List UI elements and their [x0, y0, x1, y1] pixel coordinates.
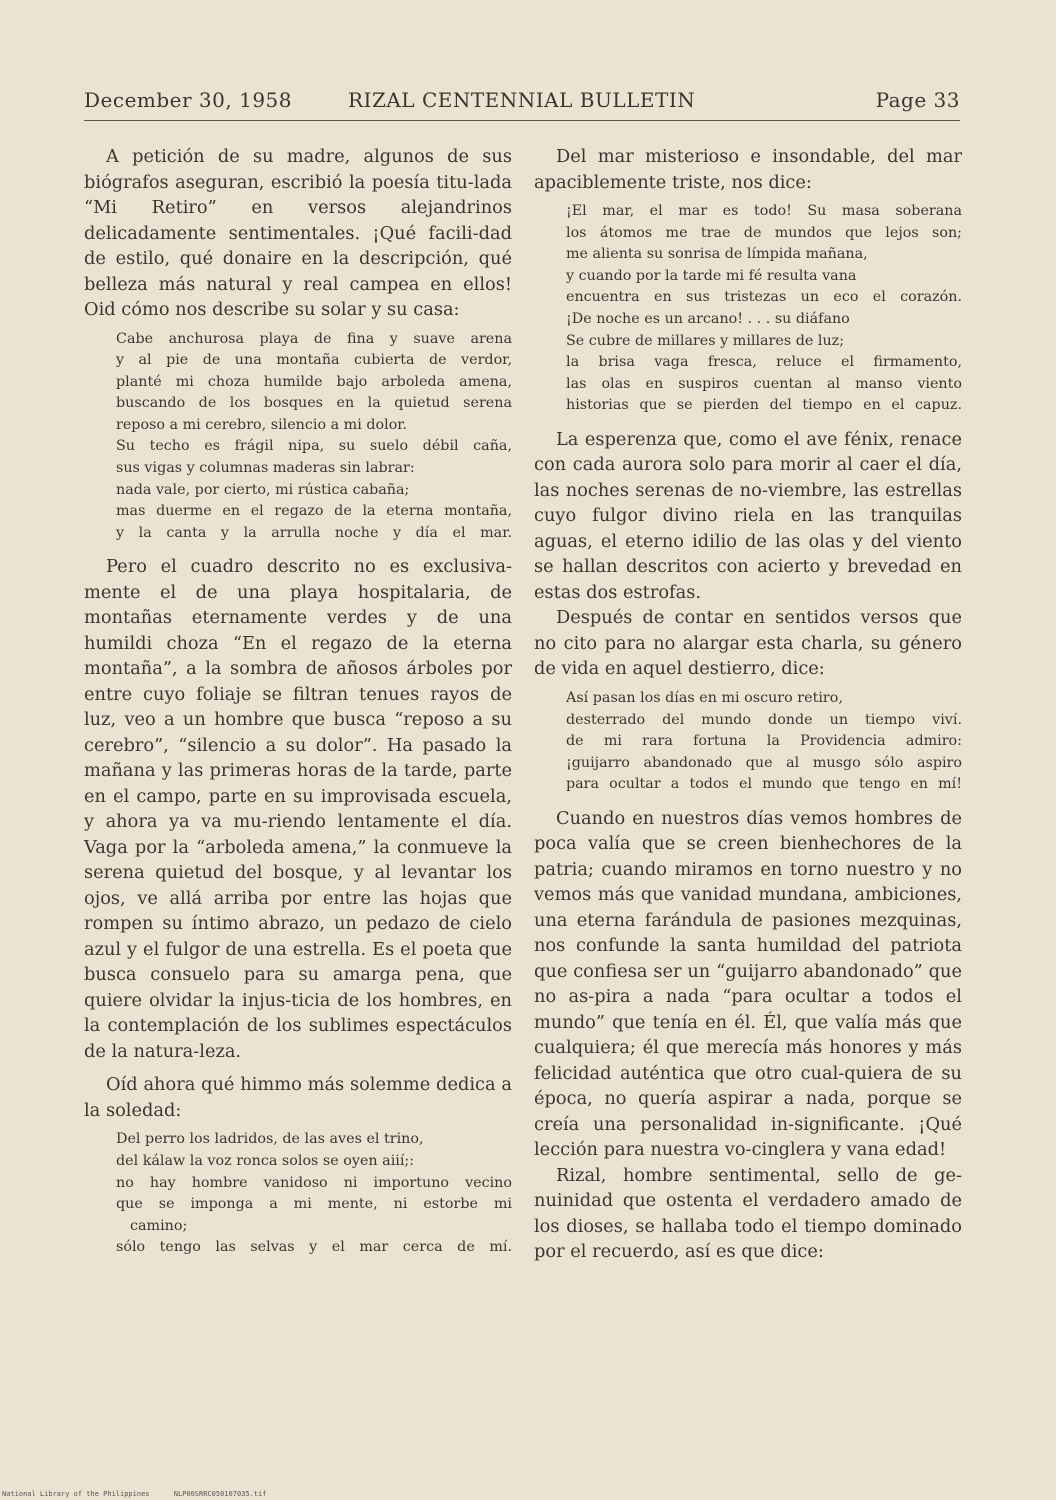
- footer-file: NLP00SRRC050107035.tif: [173, 1490, 267, 1498]
- header-title: RIZAL CENTENNIAL BULLETIN: [348, 88, 696, 112]
- verse-line: ¡guijarro abandonado que al musgo sólo aspiro: [566, 754, 962, 771]
- verse-line: ¡De noche es un arcano! . . . su diáfano: [566, 310, 850, 327]
- verse-line: reposo a mi cerebro, silencio a mi dolor.: [116, 416, 408, 433]
- verse-line: no hay hombre vanidoso ni importuno vecino: [116, 1174, 512, 1191]
- header-date: December 30, 1958: [84, 88, 292, 112]
- verse-line: sus vigas y columnas maderas sin labrar:: [116, 460, 415, 477]
- header-rule: [84, 120, 960, 121]
- verse-line: y la canta y la arrulla noche y día el mar.: [116, 524, 512, 541]
- paragraph: Después de contar en sentidos versos que no cito para no alargar esta charla, su género de vida en aquel destierro, dice:: [534, 607, 962, 680]
- page-header: [84, 88, 960, 118]
- footer-library: National Library of the Philippines: [2, 1490, 150, 1498]
- verse-line: y al pie de una montaña cubierta de verdor,: [116, 352, 512, 369]
- verse-line: camino;: [130, 1217, 188, 1234]
- paragraph: La esperenza que, como el ave fénix, renace con cada aurora solo para morir al caer el día, las noches serenas de no-viembre, las estrellas cuyo fulgor divino riela en las tranquilas aguas, el eterno idilio de las olas y del viento se hallan descritos con acierto y brevedad en estas dos estrofas.: [534, 428, 962, 603]
- verse-line: nada vale, por cierto, mi rústica cabaña;: [116, 481, 410, 498]
- header-page-number: Page 33: [875, 88, 960, 112]
- verse-line: de mi rara fortuna la Providencia admiro:: [566, 733, 962, 750]
- verse-line: sólo tengo las selvas y el mar cerca de mí.: [116, 1239, 512, 1256]
- verse-line: desterrado del mundo donde un tiempo viví.: [566, 711, 962, 728]
- paragraph: Cuando en nuestros días vemos hombres de poca valía que se creen bienhechores de la patria; cuando miramos en torno nuestro y no vemos más que vanidad mundana, ambiciones, una eterna farándula de pasiones mezquinas, nos confunde la santa humildad del patriota que confiesa ser un “guijarro abandonado” que no as-pira a nada “para ocultar a todos el mundo” que tenía en él. Él, que valía más que cualquiera; él que merecía más honores y más felicidad auténtica que otro cual-quiera de su época, no quería aspirar a nada, porque se creía una personalidad in-significante. ¡Qué lección para nuestra vo-cinglera y vana edad!: [534, 807, 962, 1161]
- verse-line: para ocultar a todos el mundo que tengo en mí!: [566, 776, 962, 793]
- verse-block: [116, 329, 512, 545]
- verse-line: encuentra en sus tristezas un eco el corazón.: [566, 289, 962, 306]
- verse-line: planté mi choza humilde bajo arboleda amena,: [116, 373, 512, 390]
- verse-line: historias que se pierden del tiempo en el capuz.: [566, 397, 962, 414]
- verse-line: Del perro los ladridos, de las aves el trino,: [116, 1131, 424, 1148]
- paragraph: Oíd ahora qué himmo más solemme dedica a la soledad:: [84, 1074, 512, 1121]
- verse-block: [566, 688, 962, 796]
- verse-block: [116, 1129, 512, 1259]
- verse-line: Se cubre de millares y millares de luz;: [566, 332, 845, 349]
- paragraph: Del mar misterioso e insondable, del mar apaciblemente triste, nos dice:: [534, 146, 962, 193]
- left-column: [84, 144, 512, 1269]
- verse-line: y cuando por la tarde mi fé resulta vana: [566, 267, 857, 284]
- verse-line: buscando de los bosques en la quietud serena: [116, 395, 512, 412]
- scan-footer: [2, 1490, 286, 1498]
- paragraph: A petición de su madre, algunos de sus biógrafos aseguran, escribió la poesía titu-lada “Mi Retiro” en versos alejandrinos delicadamente sentimentales. ¡Qué facili-dad de estilo, qué donaire en la descripción, qué belleza más natural y real campea en ellos! Oid cómo nos describe su solar y su casa:: [84, 146, 512, 320]
- verse-line: la brisa vaga fresca, reluce el firmamento,: [566, 354, 962, 371]
- verse-line: las olas en suspiros cuentan al manso viento: [566, 375, 962, 392]
- verse-line: ¡El mar, el mar es todo! Su masa soberana: [566, 203, 962, 219]
- verse-block: [566, 201, 962, 417]
- verse-line: Así pasan los días en mi oscuro retiro,: [566, 689, 843, 706]
- paragraph: Pero el cuadro descrito no es exclusiva-mente el de una playa hospitalaria, de montañas eternamente verdes y de una humildi choza “En el regazo de la eterna montaña”, a la sombra de añosos árboles por entre cuyo foliaje se filtran tenues rayos de luz, veo a un hombre que busca “reposo a su cerebro”, “silencio a su dolor”. Ha pasado la mañana y las primeras horas de la tarde, parte en el campo, parte en su improvisada escuela, y ahora ya va mu-riendo lentamente el día. Vaga por la “arboleda amena,” la conmueve la serena quietud del bosque, y al levantar los ojos, ve allá arriba por entre las hojas que rompen su íntimo abrazo, un pedazo de cielo azul y el fulgor de una estrella. Es el poeta que busca consuelo para su amarga pena, que quiere olvidar la injus-ticia de los hombres, en la contemplación de los sublimes espectáculos de la natura-leza.: [84, 556, 512, 1062]
- verse-line: del kálaw la voz ronca solos se oyen aiií;:: [116, 1153, 415, 1170]
- verse-line: mas duerme en el regazo de la eterna montaña,: [116, 503, 512, 520]
- verse-line: Su techo es frágil nipa, su suelo débil caña,: [116, 438, 512, 455]
- verse-line: los átomos me trae de mundos que lejos son;: [566, 224, 962, 241]
- verse-line: Cabe anchurosa playa de fina y suave arena: [116, 330, 512, 347]
- paragraph: Rizal, hombre sentimental, sello de ge-nuinidad que ostenta el verdadero amado de los dioses, se hallaba todo el tiempo dominado por el recuerdo, así es que dice:: [534, 1164, 962, 1263]
- right-column: [534, 144, 962, 1265]
- verse-line: que se imponga a mi mente, ni estorbe mi: [116, 1196, 512, 1213]
- verse-line: me alienta su sonrisa de límpida mañana,: [566, 246, 868, 263]
